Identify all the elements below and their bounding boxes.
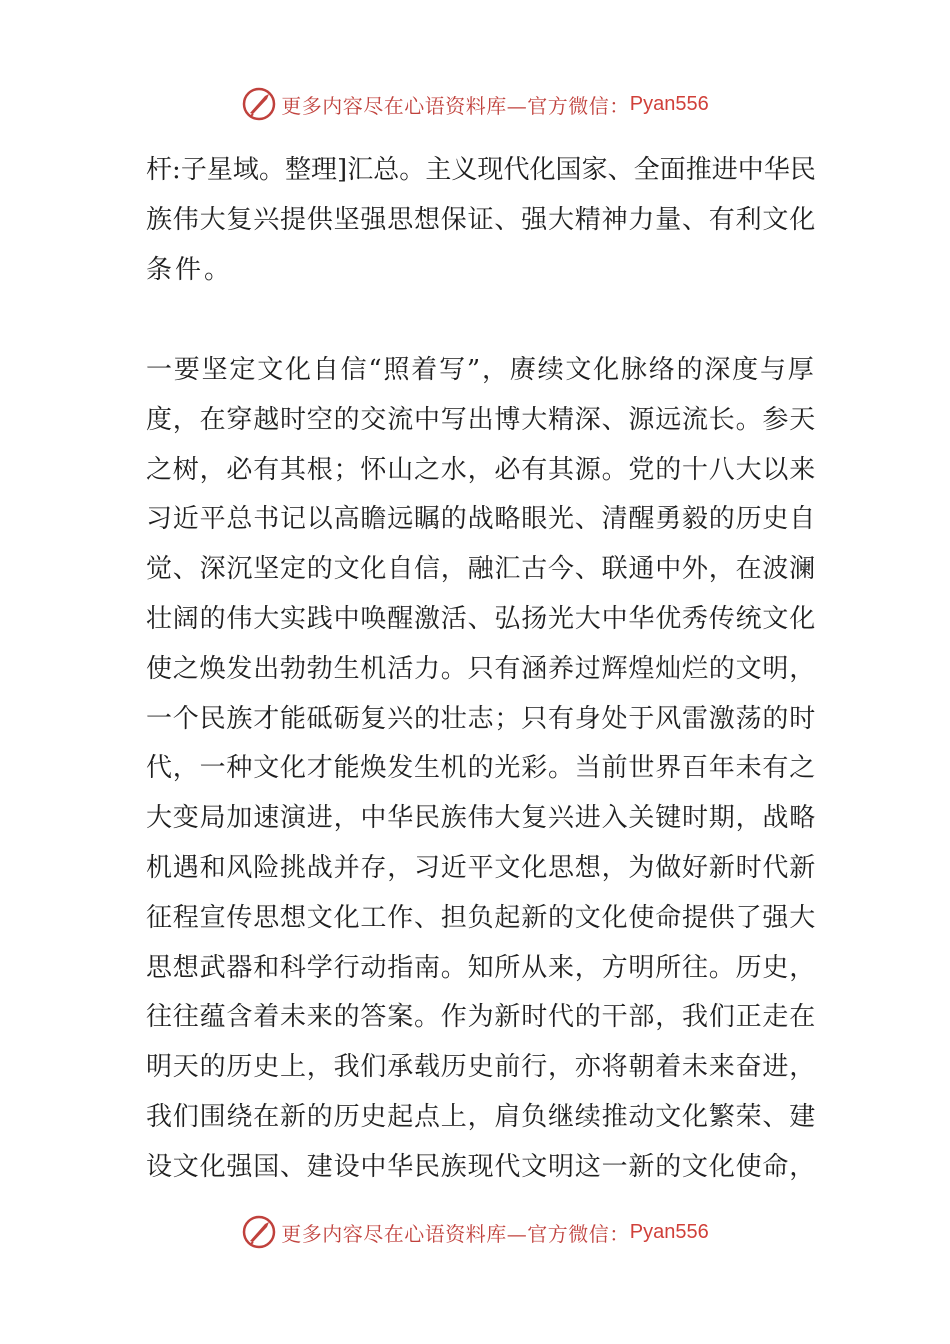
- text-line: 杆:子星域。整理]汇总。主义现代化国家、全面推进中华民: [146, 155, 816, 185]
- text-line: 使之焕发出勃勃生机活力。只有涵养过辉煌灿烂的文明，: [146, 653, 817, 684]
- text-line: 征程宣传思想文化工作、担负起新的文化使命提供了强大: [146, 902, 817, 933]
- text-line: 一个民族才能砥砺复兴的壮志；只有身处于风雷激荡的时: [146, 703, 817, 734]
- text-line: 往往蕴含着未来的答案。作为新时代的干部，我们正走在: [146, 1002, 817, 1033]
- text-line: 习近平总书记以高瞻远瞩的战略眼光、清醒勇毅的历史自: [146, 504, 817, 535]
- text-line: 我们围绕在新的历史起点上，肩负继续推动文化繁荣、建: [146, 1101, 817, 1132]
- paragraph-1: [146, 146, 816, 295]
- text-line: 度，在穿越时空的交流中写出博大精深、源远流长。参天: [146, 404, 817, 435]
- header-banner: [0, 84, 950, 124]
- text-line: 觉、深沉坚定的文化自信，融汇古今、联通中外，在波澜: [146, 554, 817, 585]
- text-line: 壮阔的伟大实践中唤醒激活、弘扬光大中华优秀传统文化: [146, 603, 817, 634]
- text-line: 一要坚定文化自信“照着写”，赓续文化脉络的深度与厚: [146, 355, 816, 385]
- quill-pen-logo-icon: [241, 1214, 277, 1250]
- wechat-id: Pyan556: [629, 92, 709, 115]
- wechat-id: Pyan556: [629, 1220, 709, 1243]
- text-line: 思想武器和科学行动指南。知所从来，方明所往。历史，: [146, 952, 817, 983]
- paragraph-2: [146, 346, 816, 1193]
- text-line: 大变局加速演进，中华民族伟大复兴进入关键时期，战略: [146, 803, 817, 834]
- text-line: 机遇和风险挑战并存，习近平文化思想，为做好新时代新: [146, 852, 817, 883]
- text-line: 代，一种文化才能焕发生机的光彩。当前世界百年未有之: [146, 753, 817, 784]
- text-line: 之树，必有其根；怀山之水，必有其源。党的十八大以来: [146, 454, 817, 485]
- footer-banner: [0, 1212, 950, 1252]
- text-line: 族伟大复兴提供坚强思想保证、强大精神力量、有利文化: [146, 204, 817, 235]
- text-line: 条件。: [146, 254, 234, 285]
- text-line: 设文化强国、建设中华民族现代文明这一新的文化使命，: [146, 1151, 817, 1182]
- quill-pen-logo-icon: [241, 86, 277, 122]
- banner-slogan: 更多内容尽在心语资料库—官方微信：: [281, 93, 630, 118]
- banner-slogan: 更多内容尽在心语资料库—官方微信：: [281, 1221, 630, 1246]
- text-line: 明天的历史上，我们承载历史前行，亦将朝着未来奋进，: [146, 1052, 817, 1083]
